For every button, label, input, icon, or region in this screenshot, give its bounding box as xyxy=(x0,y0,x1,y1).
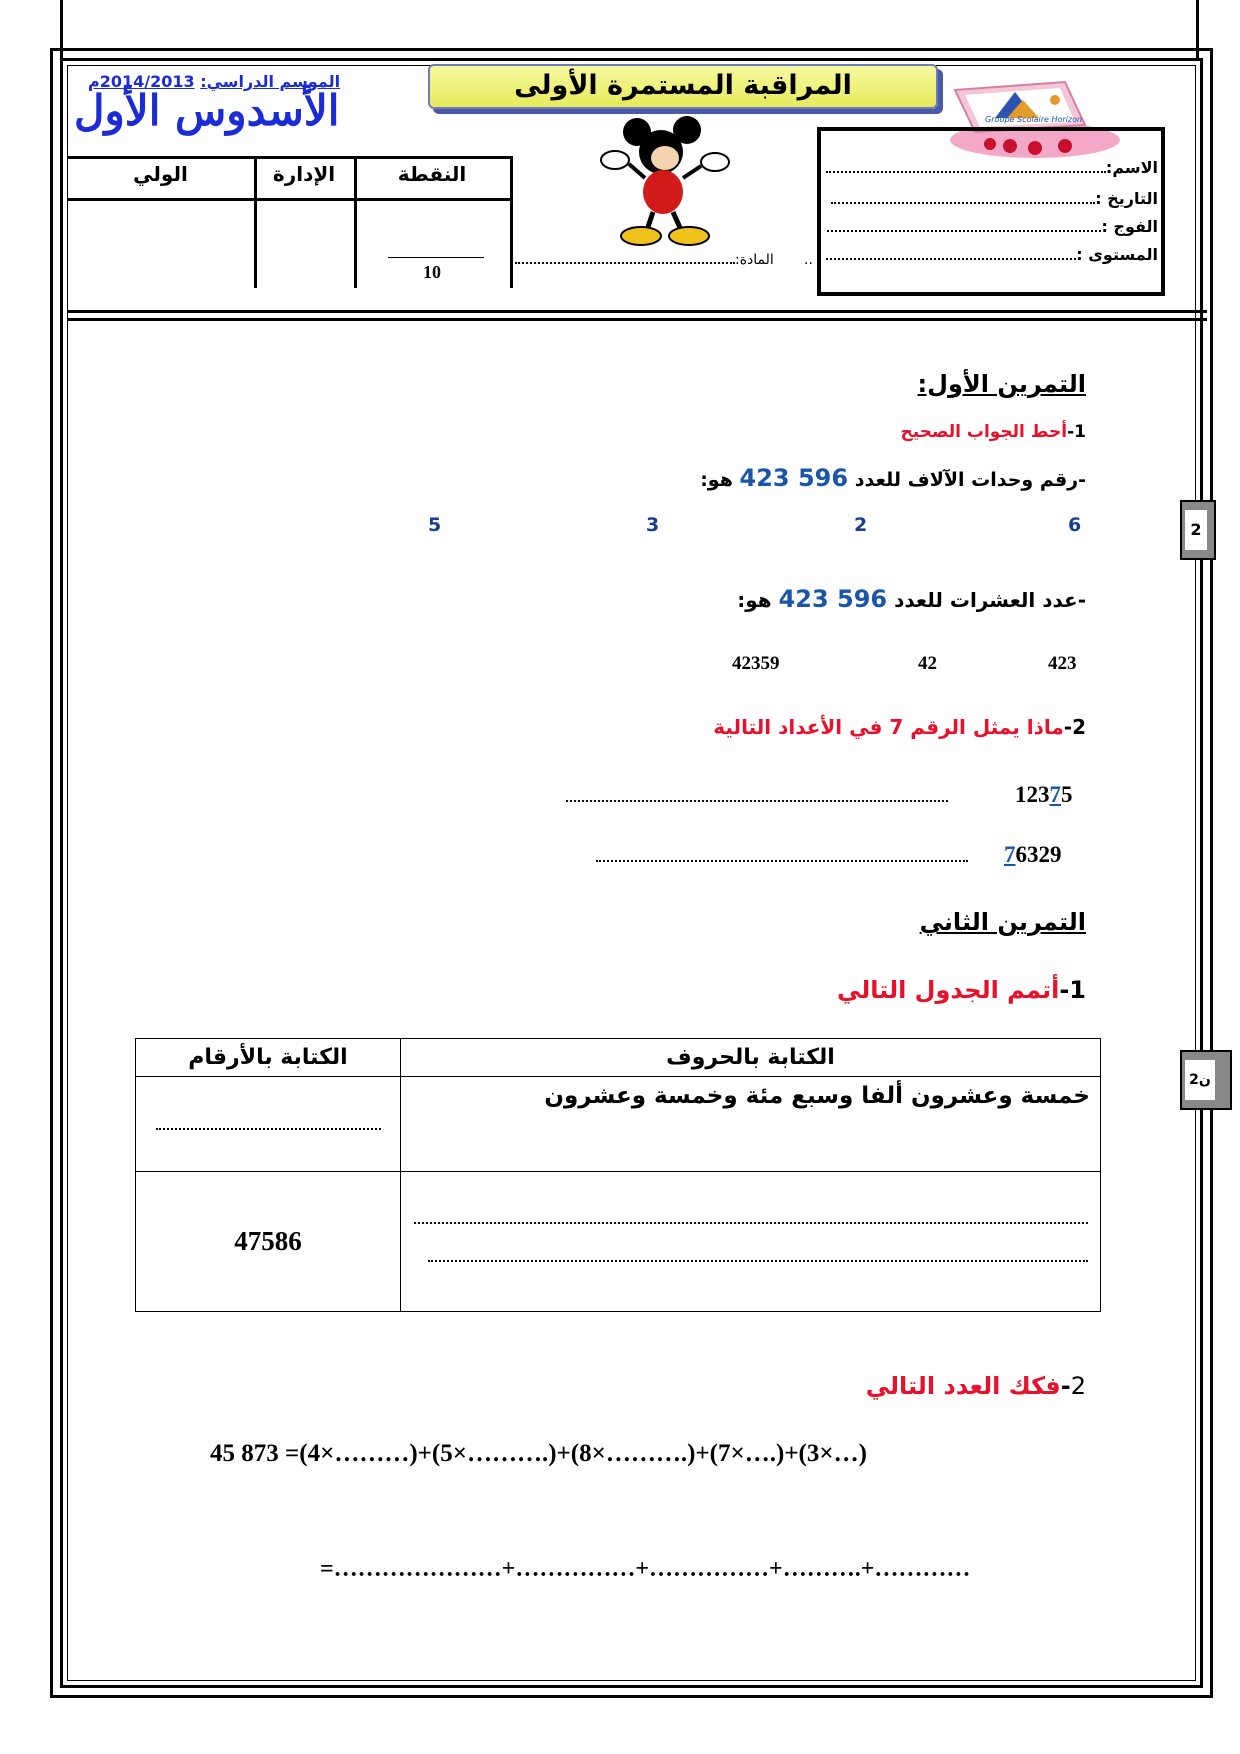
group-label: الفوج : xyxy=(1101,217,1158,236)
ex1-q2-item-1-digit: 7 xyxy=(1049,782,1061,807)
side-badge-ex2 xyxy=(1180,1050,1232,1110)
ex2-decomposition-line-2[interactable]: =…………………+……………+……………+……….+………… xyxy=(320,1556,971,1582)
ex1-q2-answer-2[interactable] xyxy=(596,860,968,862)
ex1-title: التمرين الأول: xyxy=(917,370,1086,398)
level-field[interactable] xyxy=(826,245,1158,264)
ex1-q2-item-2-digit: 7 xyxy=(1004,842,1016,867)
ex2-row2-words-blank-1[interactable] xyxy=(414,1222,1088,1224)
ex1-q2-num: 2 xyxy=(1072,715,1086,739)
top-right-border xyxy=(1196,0,1199,58)
subject-label: المادة: xyxy=(735,252,774,268)
ex2-table-header-words: الكتابة بالحروف xyxy=(401,1039,1101,1077)
ex2-table xyxy=(135,1038,1101,1312)
name-field[interactable] xyxy=(826,158,1158,177)
ex1-q1: 1-أحط الجواب الصحيح xyxy=(900,422,1086,442)
ex2-decomposition-line-1[interactable]: 45 873 =(4×………)+(5×……….)+(8×……….)+(7×….)+(3×…) xyxy=(210,1440,867,1467)
ex1-q1b-number: 423 596 xyxy=(778,585,888,613)
ex1-q1a-option-2[interactable]: 2 xyxy=(854,514,868,536)
score-max: 10 xyxy=(423,262,441,282)
logo-caption: Groupe Scolaire Horizon xyxy=(985,115,1083,124)
ex1-q1a-number: 423 596 xyxy=(739,464,849,492)
score-col-parent: الولي xyxy=(133,162,188,186)
page-frame-inner-thin xyxy=(67,65,1196,1681)
group-blank[interactable] xyxy=(827,230,1101,232)
group-field[interactable] xyxy=(827,217,1158,236)
ex1-q1a-option-3[interactable]: 3 xyxy=(646,514,660,536)
date-label: التاريخ : xyxy=(1095,189,1158,208)
ex1-q1a-text: -رقم وحدات الآلاف للعدد xyxy=(854,469,1086,491)
ex2-row2-words-cell[interactable] xyxy=(401,1172,1101,1312)
ex2-q1-num: 1 xyxy=(1069,976,1086,1004)
ex1-q1a-option-4[interactable]: 5 xyxy=(428,514,442,536)
level-label: المستوى : xyxy=(1076,245,1158,264)
ex1-q2-text: ماذا يمثل الرقم 7 في الأعداد التالية xyxy=(713,715,1064,739)
ex1-q1a xyxy=(700,464,1086,492)
score-col-admin: الإدارة xyxy=(272,162,336,186)
ex1-q2-item-1-after: 5 xyxy=(1061,782,1073,807)
term-title: الأسدوس الأول xyxy=(74,86,340,135)
subject-dash: .. xyxy=(804,252,813,268)
subject-blank[interactable] xyxy=(515,262,735,264)
ex1-q2-item-2-after: 6329 xyxy=(1015,842,1062,867)
score-fraction-line xyxy=(388,257,484,258)
name-blank[interactable] xyxy=(826,171,1106,173)
side-badge-ex1-value: 2 xyxy=(1185,510,1207,550)
side-badge-ex2-value: 2ن xyxy=(1185,1060,1215,1100)
header-separator-1 xyxy=(67,310,1207,313)
ex1-q1b-option-2[interactable]: 42 xyxy=(918,653,937,674)
ex2-row1-words: خمسة وعشرون ألفا وسبع مئة وخمسة وعشرون xyxy=(401,1077,1101,1172)
top-left-border xyxy=(60,0,63,58)
ex2-row2-words-blank-2[interactable] xyxy=(428,1260,1088,1262)
ex2-row2-number: 47586 xyxy=(136,1172,401,1312)
ex1-q2-answer-1[interactable] xyxy=(566,800,948,802)
score-col-grade: النقطة xyxy=(397,162,467,186)
ex1-q1a-option-1[interactable]: 6 xyxy=(1068,514,1082,536)
ex1-q1b-option-3[interactable]: 42359 xyxy=(732,653,780,674)
ex1-q1-text: أحط الجواب الصحيح xyxy=(900,422,1068,442)
name-label: الاسم: xyxy=(1105,158,1158,177)
ex1-q1a-suffix: هو: xyxy=(700,469,733,491)
ex1-q2-item-1-before: 123 xyxy=(1015,782,1050,807)
side-badge-ex1 xyxy=(1180,500,1216,560)
ex1-q1b-option-1[interactable]: 423 xyxy=(1048,653,1077,674)
level-blank[interactable] xyxy=(826,258,1076,260)
ex2-title: التمرين الثاني xyxy=(919,908,1086,936)
ex1-q1b xyxy=(737,585,1086,613)
ex2-q1-text: أتمم الجدول التالي xyxy=(836,976,1060,1004)
ex1-q1b-text: -عدد العشرات للعدد xyxy=(894,588,1086,612)
score-grid-right xyxy=(510,156,513,288)
ex2-q2-text: فكك العدد التالي xyxy=(865,1372,1061,1400)
score-grid-top xyxy=(67,156,513,159)
date-blank[interactable] xyxy=(831,202,1095,204)
ex2-q1: 1-أتمم الجدول التالي xyxy=(836,976,1086,1004)
exam-title: المراقبة المستمرة الأولى xyxy=(428,64,938,109)
left-margin-mark xyxy=(50,1560,53,1635)
ex1-q1b-suffix: هو: xyxy=(737,588,772,612)
student-info-box xyxy=(817,127,1165,296)
ex2-q2: 2-فكك العدد التالي xyxy=(865,1372,1086,1400)
mascot-icon xyxy=(595,112,735,252)
header-separator-2 xyxy=(67,318,1207,321)
season-value: 2014/2013م xyxy=(88,72,195,91)
date-field[interactable] xyxy=(831,189,1158,208)
ex1-q2-item-2 xyxy=(1004,842,1062,868)
subject-field[interactable] xyxy=(515,252,774,268)
season-label: الموسم الدراسي: xyxy=(200,72,341,91)
ex1-q2-item-1 xyxy=(1015,782,1073,808)
ex2-row1-digits-blank[interactable] xyxy=(156,1128,381,1130)
ex2-table-header-digits: الكتابة بالأرقام xyxy=(136,1039,401,1077)
ex1-q1-num: 1 xyxy=(1074,422,1086,442)
ex1-q2: 2-ماذا يمثل الرقم 7 في الأعداد التالية xyxy=(713,715,1086,739)
ex2-row1-digits-cell[interactable] xyxy=(136,1077,401,1172)
ex2-q2-num: 2 xyxy=(1070,1372,1086,1400)
score-grid-mid xyxy=(67,198,513,201)
